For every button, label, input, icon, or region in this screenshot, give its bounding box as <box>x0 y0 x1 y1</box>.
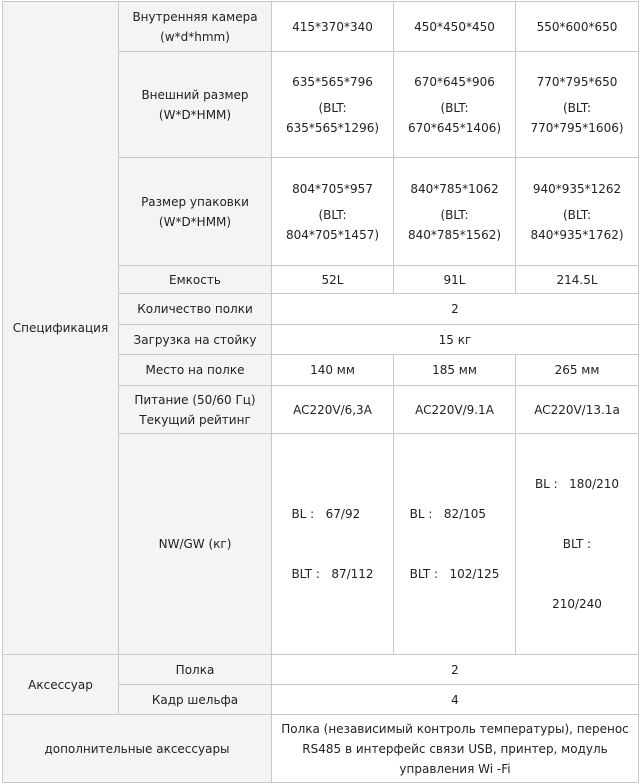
value-package-2: 840*785*1062 (BLT: 840*785*1562) <box>394 158 516 266</box>
value-power-1: AC220V/6,3A <box>272 386 394 434</box>
value-power-2: AC220V/9.1A <box>394 386 516 434</box>
value-acc-shelf: 2 <box>272 655 639 685</box>
label-shelf-count: Количество полки <box>119 294 272 325</box>
value-outer-1: 635*565*796 (BLT: 635*565*1296) <box>272 52 394 158</box>
value-shelf-count: 2 <box>272 294 639 325</box>
label-weight: NW/GW (кг) <box>119 434 272 655</box>
value-package-1: 804*705*957 (BLT: 804*705*1457) <box>272 158 394 266</box>
value-inner-1: 415*370*340 <box>272 2 394 52</box>
row-acc-shelf <box>3 655 639 685</box>
value-capacity-1: 52L <box>272 266 394 294</box>
label-inner-chamber: Внутренняя камера (w*d*hmm) <box>119 2 272 52</box>
row-optional <box>3 715 639 783</box>
value-shelf-space-3: 265 мм <box>516 355 639 386</box>
label-capacity: Емкость <box>119 266 272 294</box>
value-package-3: 940*935*1262 (BLT: 840*935*1762) <box>516 158 639 266</box>
label-acc-shelf: Полка <box>119 655 272 685</box>
value-shelf-space-2: 185 мм <box>394 355 516 386</box>
label-outer-size: Внешний размер (W*D*HMM) <box>119 52 272 158</box>
spec-group-label: Спецификация <box>3 2 119 655</box>
value-outer-3: 770*795*650 (BLT: 770*795*1606) <box>516 52 639 158</box>
label-optional: дополнительные аксессуары <box>3 715 272 783</box>
label-shelf-space: Место на полке <box>119 355 272 386</box>
value-inner-2: 450*450*450 <box>394 2 516 52</box>
value-acc-frame: 4 <box>272 685 639 715</box>
value-weight-3: BL : 180/210 BLT : 210/240 <box>516 434 639 655</box>
value-shelf-space-1: 140 мм <box>272 355 394 386</box>
value-weight-1: BL : 67/92 BLT : 87/112 <box>272 434 394 655</box>
label-load: Загрузка на стойку <box>119 325 272 355</box>
row-inner-chamber <box>3 2 639 52</box>
label-acc-frame: Кадр шельфа <box>119 685 272 715</box>
value-capacity-2: 91L <box>394 266 516 294</box>
value-capacity-3: 214.5L <box>516 266 639 294</box>
spec-table <box>2 1 639 783</box>
accessory-group-label: Аксессуар <box>3 655 119 715</box>
label-power: Питание (50/60 Гц) Текущий рейтинг <box>119 386 272 434</box>
label-package-size: Размер упаковки (W*D*HMM) <box>119 158 272 266</box>
value-load: 15 кг <box>272 325 639 355</box>
value-power-3: AC220V/13.1a <box>516 386 639 434</box>
value-outer-2: 670*645*906 (BLT: 670*645*1406) <box>394 52 516 158</box>
value-weight-2: BL : 82/105 BLT : 102/125 <box>394 434 516 655</box>
value-optional: Полка (независимый контроль температуры), перенос RS485 в интерфейс связи USB, принтер, модуль управления Wi -Fi <box>272 715 639 783</box>
value-inner-3: 550*600*650 <box>516 2 639 52</box>
